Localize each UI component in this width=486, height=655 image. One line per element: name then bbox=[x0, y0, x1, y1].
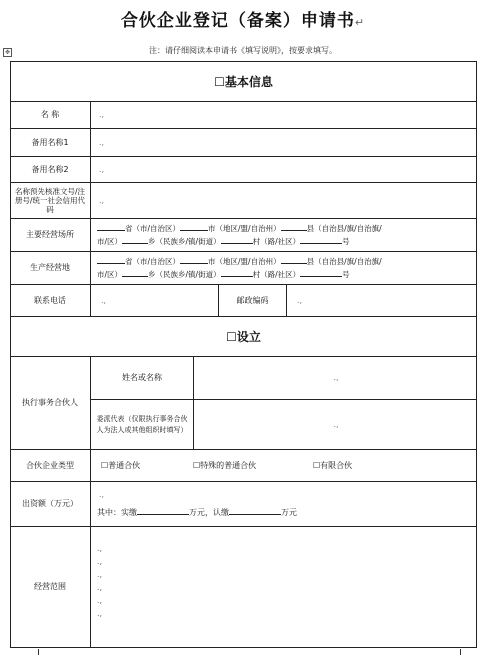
enterprise-type-options bbox=[91, 449, 476, 481]
partner-name-field[interactable]: ., bbox=[333, 373, 339, 382]
option-general-partnership[interactable]: ☐普通合伙 bbox=[101, 460, 141, 470]
label-enterprise-type: 合伙企业类型 bbox=[26, 460, 74, 470]
form-title-text: 合伙企业登记（备案）申请书 bbox=[120, 11, 355, 31]
postcode-field[interactable]: ., bbox=[297, 295, 303, 305]
label-production-place: 生产经营地 bbox=[30, 263, 70, 272]
section-basic-info: ☐基本信息 bbox=[214, 74, 273, 89]
footer-mark bbox=[38, 649, 39, 655]
capital-line: 其中：实缴 万元，认缴 万元 bbox=[97, 507, 297, 517]
address-line-1: 省（市/自治区） 市（地区/盟/自治州） 县（自治县/旗/自治旗/ bbox=[97, 255, 382, 268]
label-phone: 联系电话 bbox=[34, 295, 66, 305]
label-main-place: 主要经营场所 bbox=[26, 230, 74, 239]
label-delegate: 委派代表（仅限执行事务合伙人为法人或其他组织时填写） bbox=[96, 414, 188, 434]
capital-field[interactable]: ., 其中：实缴 万元，认缴 万元 bbox=[91, 481, 476, 526]
label-postcode: 邮政编码 bbox=[236, 295, 269, 305]
production-place-address[interactable] bbox=[91, 251, 476, 284]
label-preapproval: 名称预先核准文号/注册号/统一社会信用代码 bbox=[14, 186, 86, 214]
label-exec-partner: 执行事务合伙人 bbox=[22, 398, 78, 407]
scope-field[interactable]: ., ., ., ., ., ., bbox=[97, 544, 103, 618]
label-alt-name-1: 备用名称1 bbox=[31, 137, 69, 147]
label-partner-name: 姓名或名称 bbox=[122, 373, 162, 382]
table-anchor-icon[interactable]: ✥ bbox=[4, 49, 11, 56]
form-note: 注：请仔细阅读本申请书《填写说明》，按要求填写。 bbox=[149, 46, 337, 55]
address-line-1: 省（市/自治区） 市（地区/盟/自治州） 县（自治县/旗/自治旗/ bbox=[97, 222, 382, 235]
option-limited-partnership[interactable]: ☐有限合伙 bbox=[313, 460, 353, 470]
phone-field[interactable]: ., bbox=[101, 295, 107, 305]
option-special-general-partnership[interactable]: ☐特殊的普通合伙 bbox=[193, 460, 257, 470]
footer-mark bbox=[460, 649, 461, 655]
label-alt-name-2: 备用名称2 bbox=[31, 164, 69, 174]
alt-name-2-field[interactable]: ., bbox=[99, 164, 105, 174]
delegate-field[interactable]: ., bbox=[333, 420, 339, 429]
address-line-2: 市/区） 乡（民族乡/镇/街道） 村（路/社区） 号 bbox=[97, 269, 350, 279]
alt-name-1-field[interactable]: ., bbox=[99, 137, 105, 147]
paragraph-mark: ↵ bbox=[354, 16, 366, 29]
name-field[interactable]: ., bbox=[99, 110, 105, 119]
label-capital: 出资额（万元） bbox=[22, 498, 78, 508]
address-line-2: 市/区） 乡（民族乡/镇/街道） 村（路/社区） 号 bbox=[97, 236, 350, 246]
section-setup: ☐设立 bbox=[226, 329, 261, 344]
label-name: 名 称 bbox=[40, 110, 60, 119]
application-form-table bbox=[10, 61, 477, 648]
main-place-address[interactable] bbox=[91, 218, 476, 251]
form-title bbox=[0, 6, 486, 31]
preapproval-field[interactable]: ., bbox=[99, 195, 105, 205]
label-scope: 经营范围 bbox=[34, 582, 66, 591]
